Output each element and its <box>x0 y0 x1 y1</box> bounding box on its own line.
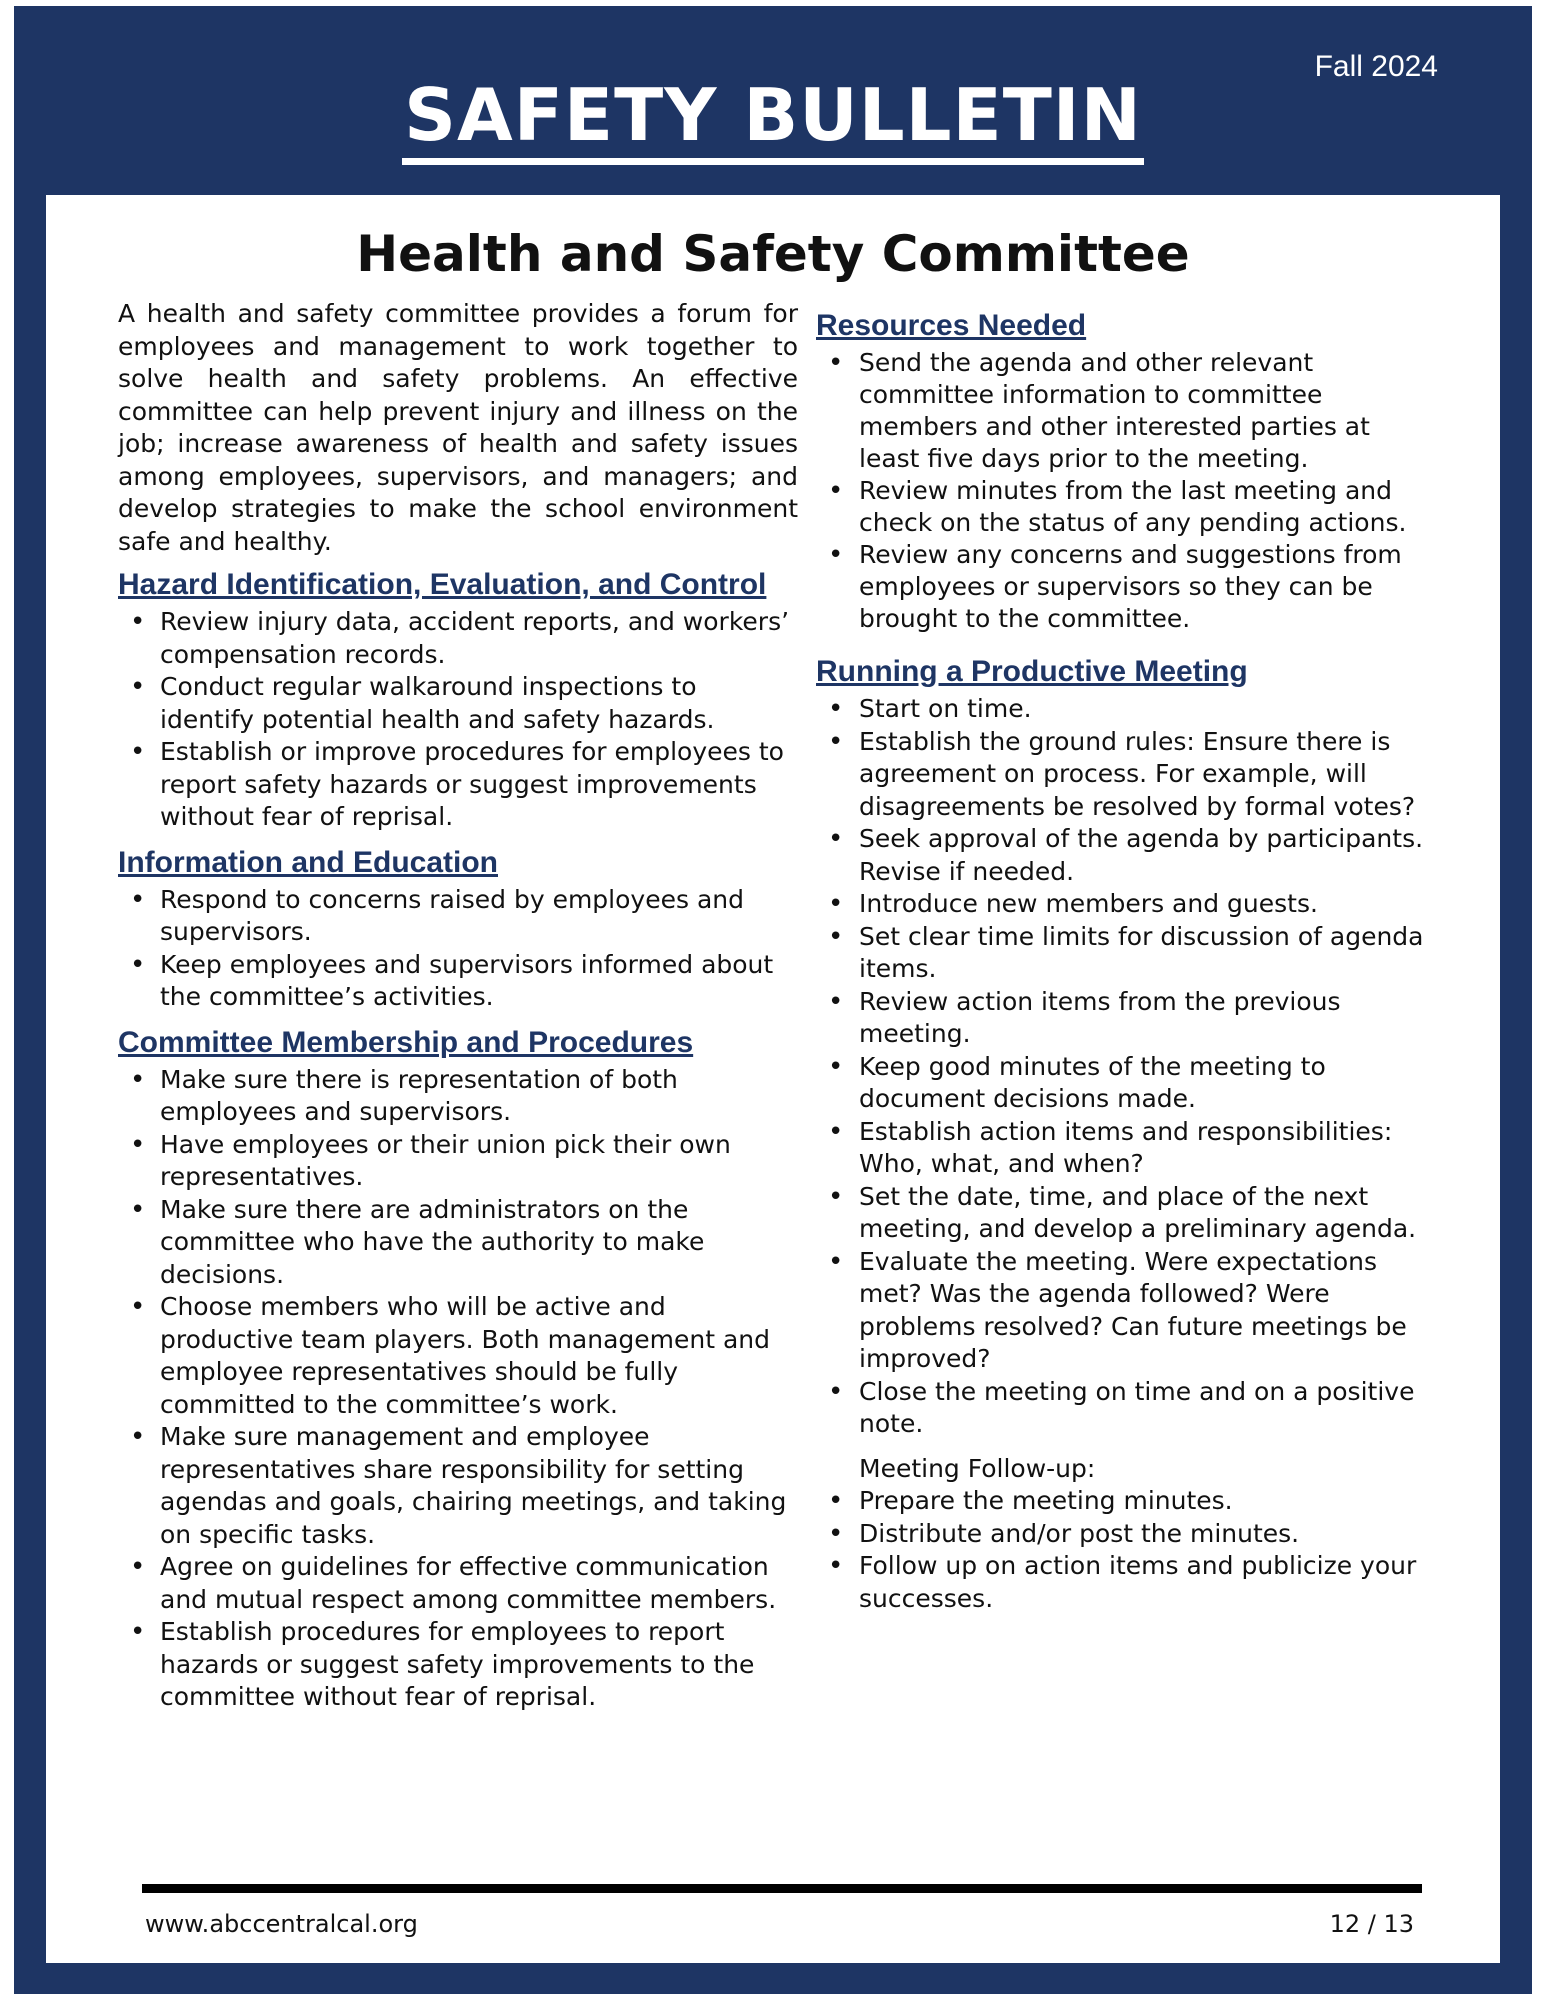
bulletin-title: SAFETY BULLETIN <box>402 78 1144 165</box>
list-item: • Prepare the meeting minutes. <box>816 1485 1431 1518</box>
list-item: • Review injury data, accident reports, and workers’ compensation records. <box>118 606 798 671</box>
list-item: • Distribute and/or post the minutes. <box>816 1518 1431 1551</box>
masthead <box>14 73 1532 165</box>
list-item: • Seek approval of the agenda by participants. Revise if needed. <box>816 823 1431 888</box>
hazard-list <box>118 606 798 834</box>
list-item: • Establish procedures for employees to report hazards or suggest safety improvements to the committee without fear of reprisal. <box>118 1616 798 1714</box>
season-label: Fall 2024 <box>1314 50 1438 83</box>
resources-heading: Resources Needed <box>816 309 1087 342</box>
list-item: • Review minutes from the last meeting and check on the status of any pending actions. <box>816 475 1431 539</box>
meeting-heading: Running a Productive Meeting <box>816 655 1248 688</box>
resources-list <box>816 347 1431 635</box>
list-item: • Review any concerns and suggestions from employees or supervisors so they can be brought to the committee. <box>816 539 1431 635</box>
list-item: • Conduct regular walkaround inspections to identify potential health and safety hazards. <box>118 671 798 736</box>
info-heading: Information and Education <box>118 845 498 879</box>
membership-list <box>118 1064 798 1714</box>
list-item: • Establish action items and responsibilities: Who, what, and when? <box>816 1116 1431 1181</box>
list-item: • Evaluate the meeting. Were expectations met? Was the agenda followed? Were problems resolved? Can future meetings be improved? <box>816 1246 1431 1376</box>
list-item: • Agree on guidelines for effective communication and mutual respect among committee members. <box>118 1551 798 1616</box>
followup-list <box>816 1485 1431 1615</box>
info-list <box>118 884 798 1014</box>
list-item: • Review action items from the previous meeting. <box>816 986 1431 1051</box>
list-item: • Have employees or their union pick their own representatives. <box>118 1129 798 1194</box>
footer-divider <box>142 1884 1422 1893</box>
list-item: • Respond to concerns raised by employees and supervisors. <box>118 884 798 949</box>
content-sheet <box>46 195 1500 1963</box>
list-item: • Send the agenda and other relevant committee information to committee members and other interested parties at least five days prior to the meeting. <box>816 347 1431 475</box>
page-number: 12 / 13 <box>1329 1910 1414 1938</box>
list-item: • Close the meeting on time and on a positive note. <box>816 1376 1431 1441</box>
list-item: • Introduce new members and guests. <box>816 888 1431 921</box>
list-item: • Set the date, time, and place of the next meeting, and develop a preliminary agenda. <box>816 1181 1431 1246</box>
list-item: • Start on time. <box>816 693 1431 726</box>
list-item: • Keep good minutes of the meeting to document decisions made. <box>816 1051 1431 1116</box>
left-column <box>118 298 798 1724</box>
page-title: Health and Safety Committee <box>356 225 1190 283</box>
membership-heading: Committee Membership and Procedures <box>118 1025 694 1059</box>
intro-paragraph: A health and safety committee provides a forum for employees and management to work together to solve health and safety problems. An effective committee can help prevent injury and illness on the job; increase awareness of health and safety issues among employees, supervisors, and managers; and develop strategies to make the school environment safe and healthy. <box>118 299 798 556</box>
list-item: • Follow up on action items and publicize your successes. <box>816 1550 1431 1615</box>
list-item: • Set clear time limits for discussion of agenda items. <box>816 921 1431 986</box>
list-item: • Establish or improve procedures for employees to report safety hazards or suggest improvements without fear of reprisal. <box>118 736 798 834</box>
page-frame <box>14 6 1532 1994</box>
list-item: • Make sure there is representation of both employees and supervisors. <box>118 1064 798 1129</box>
right-column <box>816 307 1431 1625</box>
list-item: • Keep employees and supervisors informed about the committee’s activities. <box>118 949 798 1014</box>
meeting-list <box>816 693 1431 1441</box>
list-item: • Establish the ground rules: Ensure there is agreement on process. For example, will disagreements be resolved by formal votes? <box>816 726 1431 824</box>
list-item: • Make sure there are administrators on the committee who have the authority to make decisions. <box>118 1194 798 1292</box>
hazard-heading: Hazard Identification, Evaluation, and Control <box>118 568 767 601</box>
list-item: • Choose members who will be active and productive team players. Both management and employee representatives should be fully committed to the committee’s work. <box>118 1291 798 1421</box>
followup-label: Meeting Follow-up: <box>859 1453 1096 1483</box>
footer-url[interactable]: www.abccentralcal.org <box>145 1910 418 1938</box>
list-item: • Make sure management and employee representatives share responsibility for setting agendas and goals, chairing meetings, and taking on specific tasks. <box>118 1421 798 1551</box>
